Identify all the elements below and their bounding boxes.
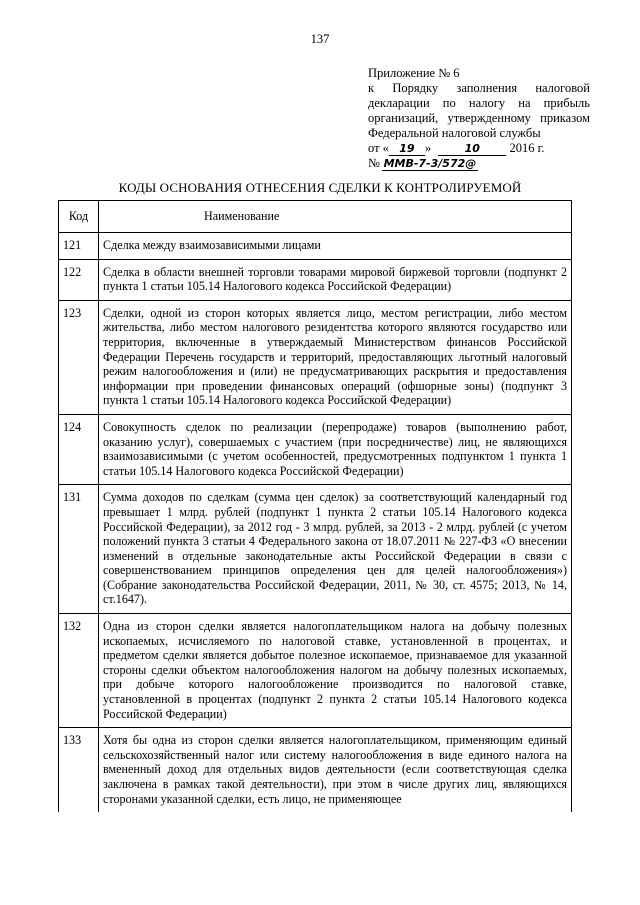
- table-row: [59, 485, 572, 614]
- date-mid: »: [424, 141, 432, 155]
- appendix-date: [368, 141, 590, 156]
- row-code: 124: [59, 414, 99, 484]
- table-row: [59, 300, 572, 414]
- date-prefix: от «: [368, 141, 389, 155]
- page-number: 137: [310, 32, 330, 46]
- row-code: 132: [59, 614, 99, 728]
- row-code: 131: [59, 485, 99, 614]
- row-text: Сумма доходов по сделкам (сумма цен сделок) за соответствующий календарный год превышает 1 млрд. рублей (подпункт 1 пункта 2 статьи 105.14 Налогового кодекса Российской Федерации), за 2012 год - 3 млрд. рублей, за 2013 - 2 млрд. рублей (с учетом положений пункта 3 статьи 4 Федерального закона от 18.07.2011 № 227-ФЗ «О внесении изменений в отдельные законодательные акты Российской Федерации в связи с совершенствованием принципов определения цен для целей налогообложения») (Собрание законодательства Российской Федерации, 2011, № 30, ст. 4575; 2013, № 14, ст.1647).: [99, 485, 572, 614]
- row-text: Сделка между взаимозависимыми лицами: [99, 233, 572, 260]
- codes-table: [58, 200, 572, 812]
- row-code: 122: [59, 259, 99, 300]
- row-code: 121: [59, 233, 99, 260]
- table-header-row: [59, 201, 572, 233]
- row-code: 123: [59, 300, 99, 414]
- header-code: Код: [59, 201, 99, 233]
- table-row: [59, 414, 572, 484]
- number-prefix: №: [368, 156, 380, 170]
- appendix-line-3: организаций, утвержденному приказом: [368, 111, 590, 125]
- row-text: Хотя бы одна из сторон сделки является налогоплательщиком, применяющим единый сельскохозяйственный налог или систему налогообложения в виде единого налога на вмененный доход для отдельных видов деятельности (если соответствующая сделка заключена в рамках такой деятельности), при этом в числе других лиц, являющихся сторонами указанной сделки, есть лицо, не применяющее: [99, 728, 572, 812]
- appendix-line-2: декларации по налогу на прибыль: [368, 96, 590, 110]
- row-text: Сделки, одной из сторон которых является лицо, местом регистрации, либо местом жительства, либо местом налогового резидентства которого являются государство или территория, включенные в утверждаемый Министерством финансов Российской Федерации Перечень государств и территорий, предоставляющих льготный налоговый режим налогообложения и (или) не предусматривающих раскрытия и предоставления информации при проведении финансовых операций (офшорные зоны) (подпункт 3 пункта 1 статьи 105.14 Налогового кодекса Российской Федерации): [99, 300, 572, 414]
- row-text: Совокупность сделок по реализации (перепродаже) товаров (выполнению работ, оказанию услуг), совершаемых с участием (при посредничестве) лиц, не являющихся взаимозависимыми (с учетом особенностей, предусмотренных подпунктом 1 пункта 1 статьи 105.14 Налогового кодекса Российской Федерации): [99, 414, 572, 484]
- row-code: 133: [59, 728, 99, 812]
- date-year: 2016 г.: [509, 141, 545, 155]
- row-text: Сделка в области внешней торговли товарами мировой биржевой торговли (подпункт 2 пункта 1 статьи 105.14 Налогового кодекса Российской Федерации): [99, 259, 572, 300]
- appendix-title: Приложение № 6: [368, 66, 460, 80]
- header-name: Наименование: [99, 201, 572, 233]
- appendix-line-1: к Порядку заполнения налоговой: [368, 81, 590, 95]
- appendix-number: [368, 156, 590, 171]
- date-month: 10: [438, 143, 506, 156]
- row-text: Одна из сторон сделки является налогоплательщиком налога на добычу полезных ископаемых, исчисляемого по налоговой ставке, установленной в процентах, и предметом сделки является добытое полезное ископаемое, признаваемое для указанной стороны сделки объектом налогообложения налогом на добычу полезных ископаемых, при добыче которого налогообложение производится по налоговой ставке, установленной в процентах (подпункт 2 пункта 2 статьи 105.14 Налогового кодекса Российской Федерации): [99, 614, 572, 728]
- table-row: [59, 614, 572, 728]
- table-row: [59, 233, 572, 260]
- table-row: [59, 259, 572, 300]
- number-value: ММВ-7-3/572@: [383, 157, 477, 170]
- date-day: 19: [389, 143, 425, 156]
- table-row: [59, 728, 572, 812]
- appendix-line-4: Федеральной налоговой службы: [368, 126, 541, 140]
- document-title: КОДЫ ОСНОВАНИЯ ОТНЕСЕНИЯ СДЕЛКИ К КОНТРОЛИРУЕМОЙ: [118, 180, 522, 195]
- appendix-block: [368, 66, 590, 171]
